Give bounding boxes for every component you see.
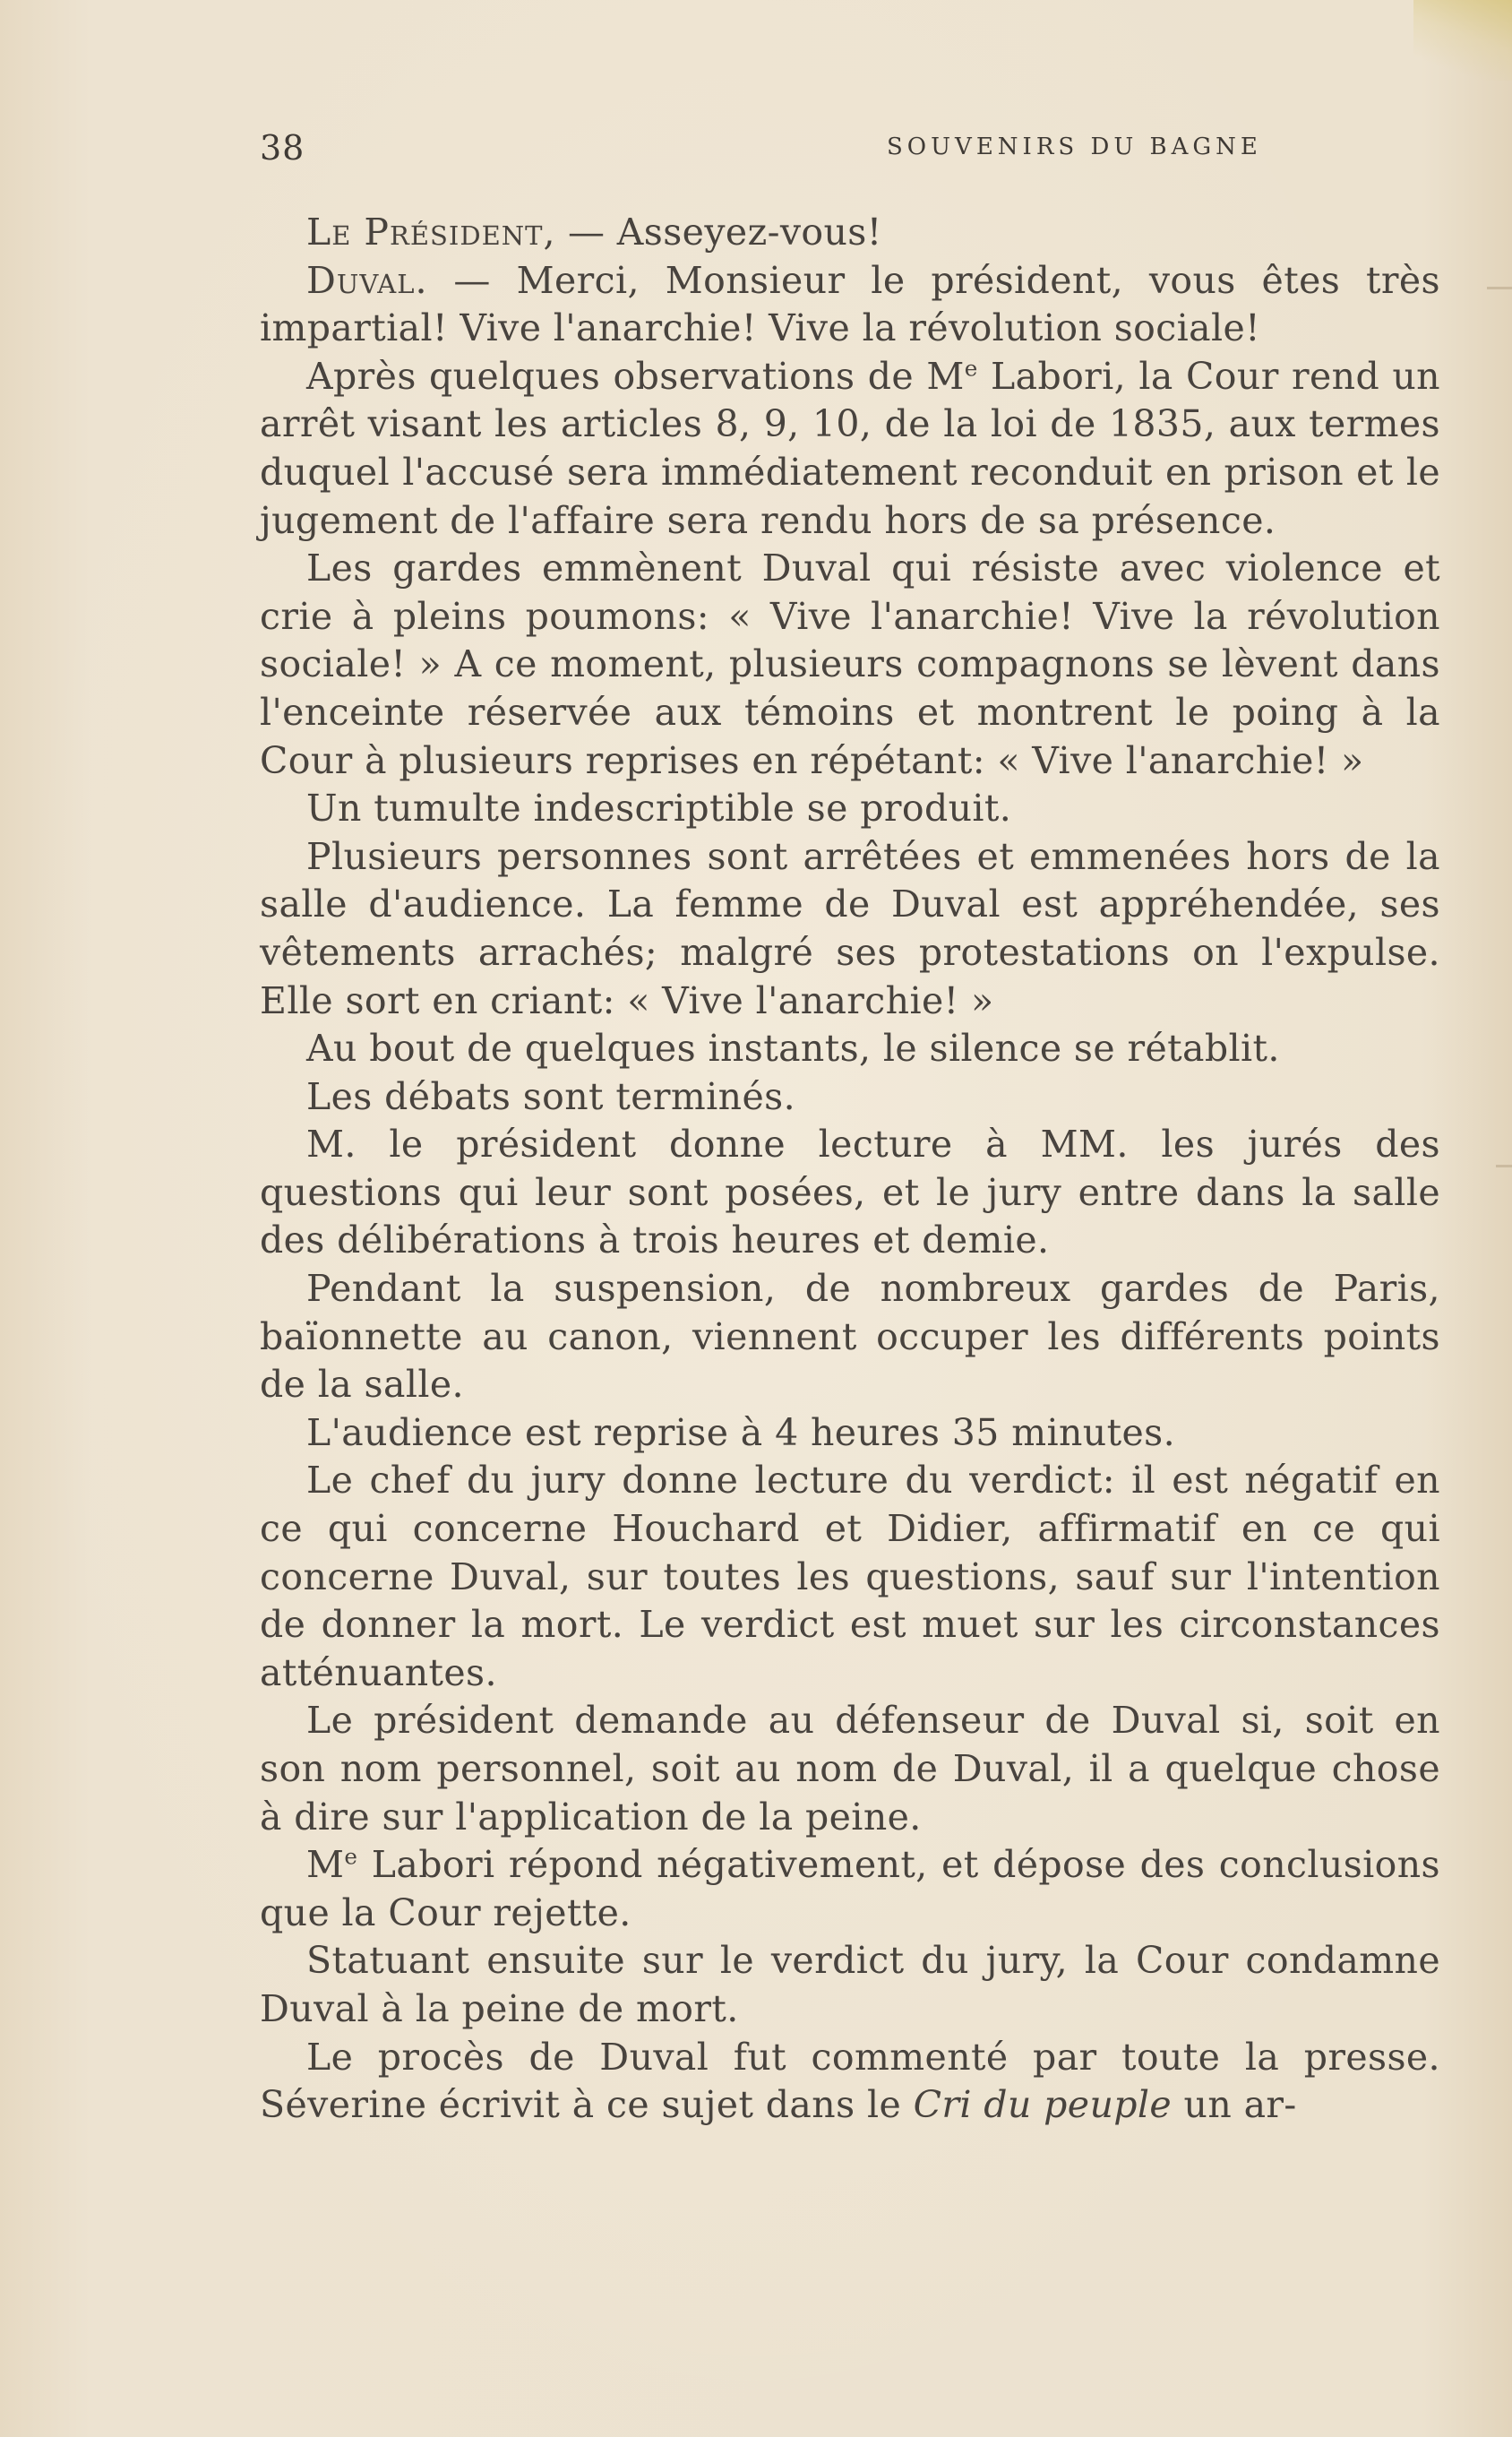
paragraph-text: Après quelques observations de M [306, 354, 965, 398]
paragraph: L'audience est reprise à 4 heures 35 minutes. [306, 1410, 1176, 1454]
speaker-name: Le Président, [306, 211, 556, 254]
paragraph [260, 257, 1440, 353]
newspaper-title: Cri du peuple [913, 2083, 1173, 2127]
page-edge-mark [1487, 287, 1512, 289]
paragraph [260, 209, 1440, 257]
paragraph: Pendant la suspension, de nombreux gardes de Paris, baïonnette au canon, viennent occuper les différents points de la salle. [260, 1267, 1440, 1407]
paragraph: Plusieurs personnes sont arrêtées et emmenées hors de la salle d'audience. La femme de Duval est appréhendée, ses vêtements arrachés; malgré ses protestations on l'expulse. Elle sort en criant: « Vive l'anarchie! » [260, 834, 1440, 1022]
paragraph: Le président demande au défenseur de Duval si, soit en son nom personnel, soit au nom de Duval, il a quelque chose à dire sur l'application de la peine. [260, 1699, 1440, 1839]
superscript: e [344, 1843, 358, 1870]
paragraph-text: un ar- [1172, 2083, 1297, 2127]
paragraph-text: — Asseyez-vous! [567, 211, 882, 254]
paragraph: Statuant ensuite sur le verdict du jury, la Cour condamne Duval à la peine de mort. [260, 1939, 1440, 2030]
body-text [260, 209, 1440, 2130]
paragraph-text: Labori répond négativement, et dépose des conclusions que la Cour rejette. [260, 1843, 1440, 1934]
paragraph-text: — Merci, Monsieur le président, vous êtes très impartial! Vive l'anarchie! Vive la révolution sociale! [260, 258, 1441, 350]
paragraph-text: Labori, la Cour rend un arrêt visant les articles 8, 9, 10, de la loi de 1835, aux termes duquel l'accusé sera immédiatement reconduit en prison et le jugement de l'affaire sera rendu hors de sa présence. [260, 354, 1440, 542]
paragraph: M. le président donne lecture à MM. les jurés des questions qui leur sont posées, et le jury entre dans la salle des délibérations à trois heures et demie. [260, 1123, 1440, 1262]
page-header [260, 128, 1440, 173]
paragraph: Les gardes emmènent Duval qui résiste avec violence et crie à pleins poumons: « Vive l'anarchie! Vive la révolution sociale! » A ce moment, plusieurs compagnons se lèvent dans l'enceinte réservée aux témoins et montrent le poing à la Cour à plusieurs reprises en répétant: « Vive l'anarchie! » [260, 547, 1440, 782]
paragraph [260, 2034, 1440, 2130]
paragraph: Un tumulte indescriptible se produit. [306, 787, 1012, 831]
paragraph [260, 1841, 1440, 1937]
paragraph: Les débats sont terminés. [306, 1074, 796, 1118]
page-number: 38 [260, 128, 305, 168]
paragraph-text: M [306, 1843, 345, 1887]
running-title: SOUVENIRS DU BAGNE [887, 133, 1262, 160]
superscript: e [964, 355, 978, 382]
speaker-name: Duval. [306, 258, 428, 302]
paragraph: Le chef du jury donne lecture du verdict: il est négatif en ce qui concerne Houchard et Didier, affirmatif en ce qui concerne Duval, sur toutes les questions, sauf sur l'intention de donner la mort. Le verdict est muet sur les circonstances atténuantes. [260, 1459, 1440, 1694]
page-edge-mark [1496, 1165, 1512, 1167]
paragraph [260, 353, 1440, 545]
paper-stain [1413, 0, 1512, 81]
paragraph: Au bout de quelques instants, le silence se rétablit. [306, 1027, 1280, 1071]
paragraph-text: Le procès de Duval fut commenté par toute la presse. Séverine écrivit à ce sujet dans le [260, 2035, 1440, 2127]
